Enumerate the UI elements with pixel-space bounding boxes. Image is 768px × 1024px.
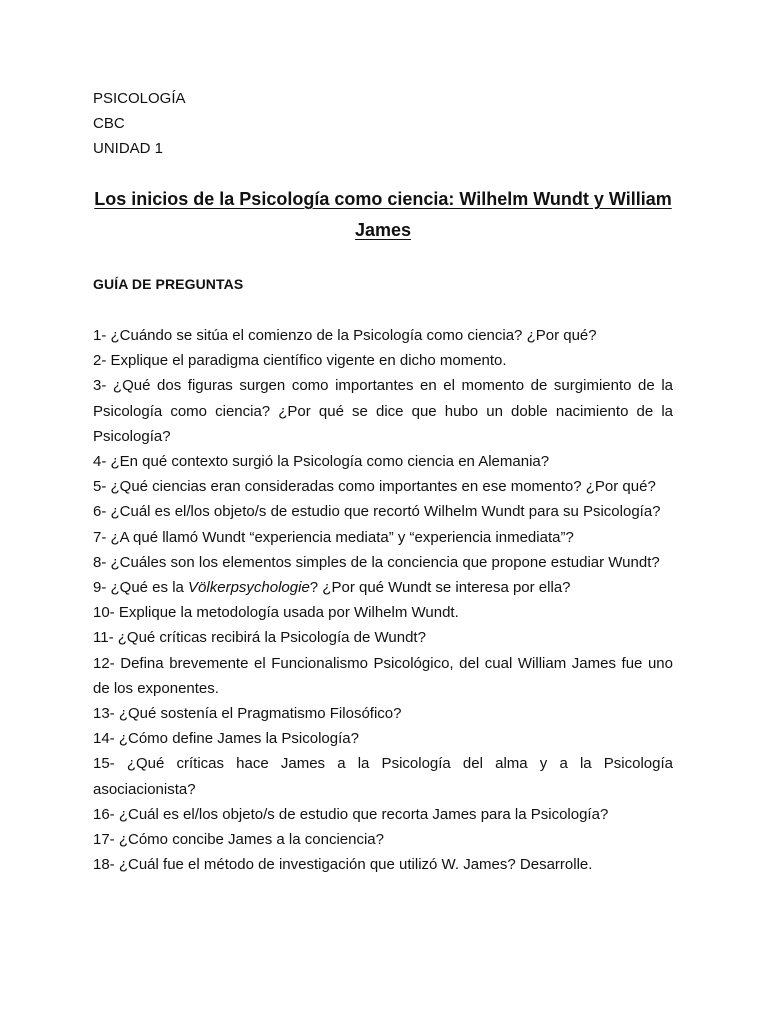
subject-label: PSICOLOGÍA [93,90,186,107]
question-item [93,575,673,600]
question-item: 6- ¿Cuál es el/los objeto/s de estudio que recortó Wilhelm Wundt para su Psicología? [93,503,661,521]
question-list [93,323,673,877]
question-text-suffix: ? ¿Por qué Wundt se interesa por ella? [309,579,571,597]
question-item: 18- ¿Cuál fue el método de investigación que utilizó W. James? Desarrolle. [93,856,593,874]
section-heading: GUÍA DE PREGUNTAS [93,276,244,292]
question-item: 8- ¿Cuáles son los elementos simples de la conciencia que propone estudiar Wundt? [93,553,660,571]
question-item: 12- Defina brevemente el Funcionalismo Psicológico, del cual William James fue uno de los exponentes. [93,654,673,697]
question-item: 5- ¿Qué ciencias eran consideradas como importantes en ese momento? ¿Por qué? [93,478,656,496]
question-item: 1- ¿Cuándo se sitúa el comienzo de la Psicología como ciencia? ¿Por qué? [93,327,597,344]
question-item: 2- Explique el paradigma científico vigente en dicho momento. [93,352,507,370]
document-title: Los inicios de la Psicología como ciencia: Wilhelm Wundt y William James [94,189,672,240]
course-label: CBC [93,115,125,132]
question-item: 17- ¿Cómo concibe James a la conciencia? [93,831,384,849]
question-item: 15- ¿Qué críticas hace James a la Psicología del alma y a la Psicología asociacionista? [93,755,673,798]
question-item: 7- ¿A qué llamó Wundt “experiencia mediata” y “experiencia inmediata”? [93,528,574,546]
question-item: 3- ¿Qué dos figuras surgen como importantes en el momento de surgimiento de la Psicología como ciencia? ¿Por qué se dice que hubo un doble nacimiento de la Psicología? [93,377,673,445]
question-text-prefix: 9- ¿Qué es la [93,579,189,597]
unit-label: UNIDAD 1 [93,140,164,157]
question-item: 14- ¿Cómo define James la Psicología? [93,730,359,748]
question-item: 10- Explique la metodología usada por Wilhelm Wundt. [93,604,459,622]
document-header [93,86,186,161]
question-item: 4- ¿En qué contexto surgió la Psicología como ciencia en Alemania? [93,453,550,471]
question-item: 13- ¿Qué sostenía el Pragmatismo Filosófico? [93,705,402,723]
question-emphasis: Völkerpsychologie [188,579,310,597]
question-item: 11- ¿Qué críticas recibirá la Psicología de Wundt? [93,629,426,647]
question-item: 16- ¿Cuál es el/los objeto/s de estudio que recorta James para la Psicología? [93,805,609,823]
